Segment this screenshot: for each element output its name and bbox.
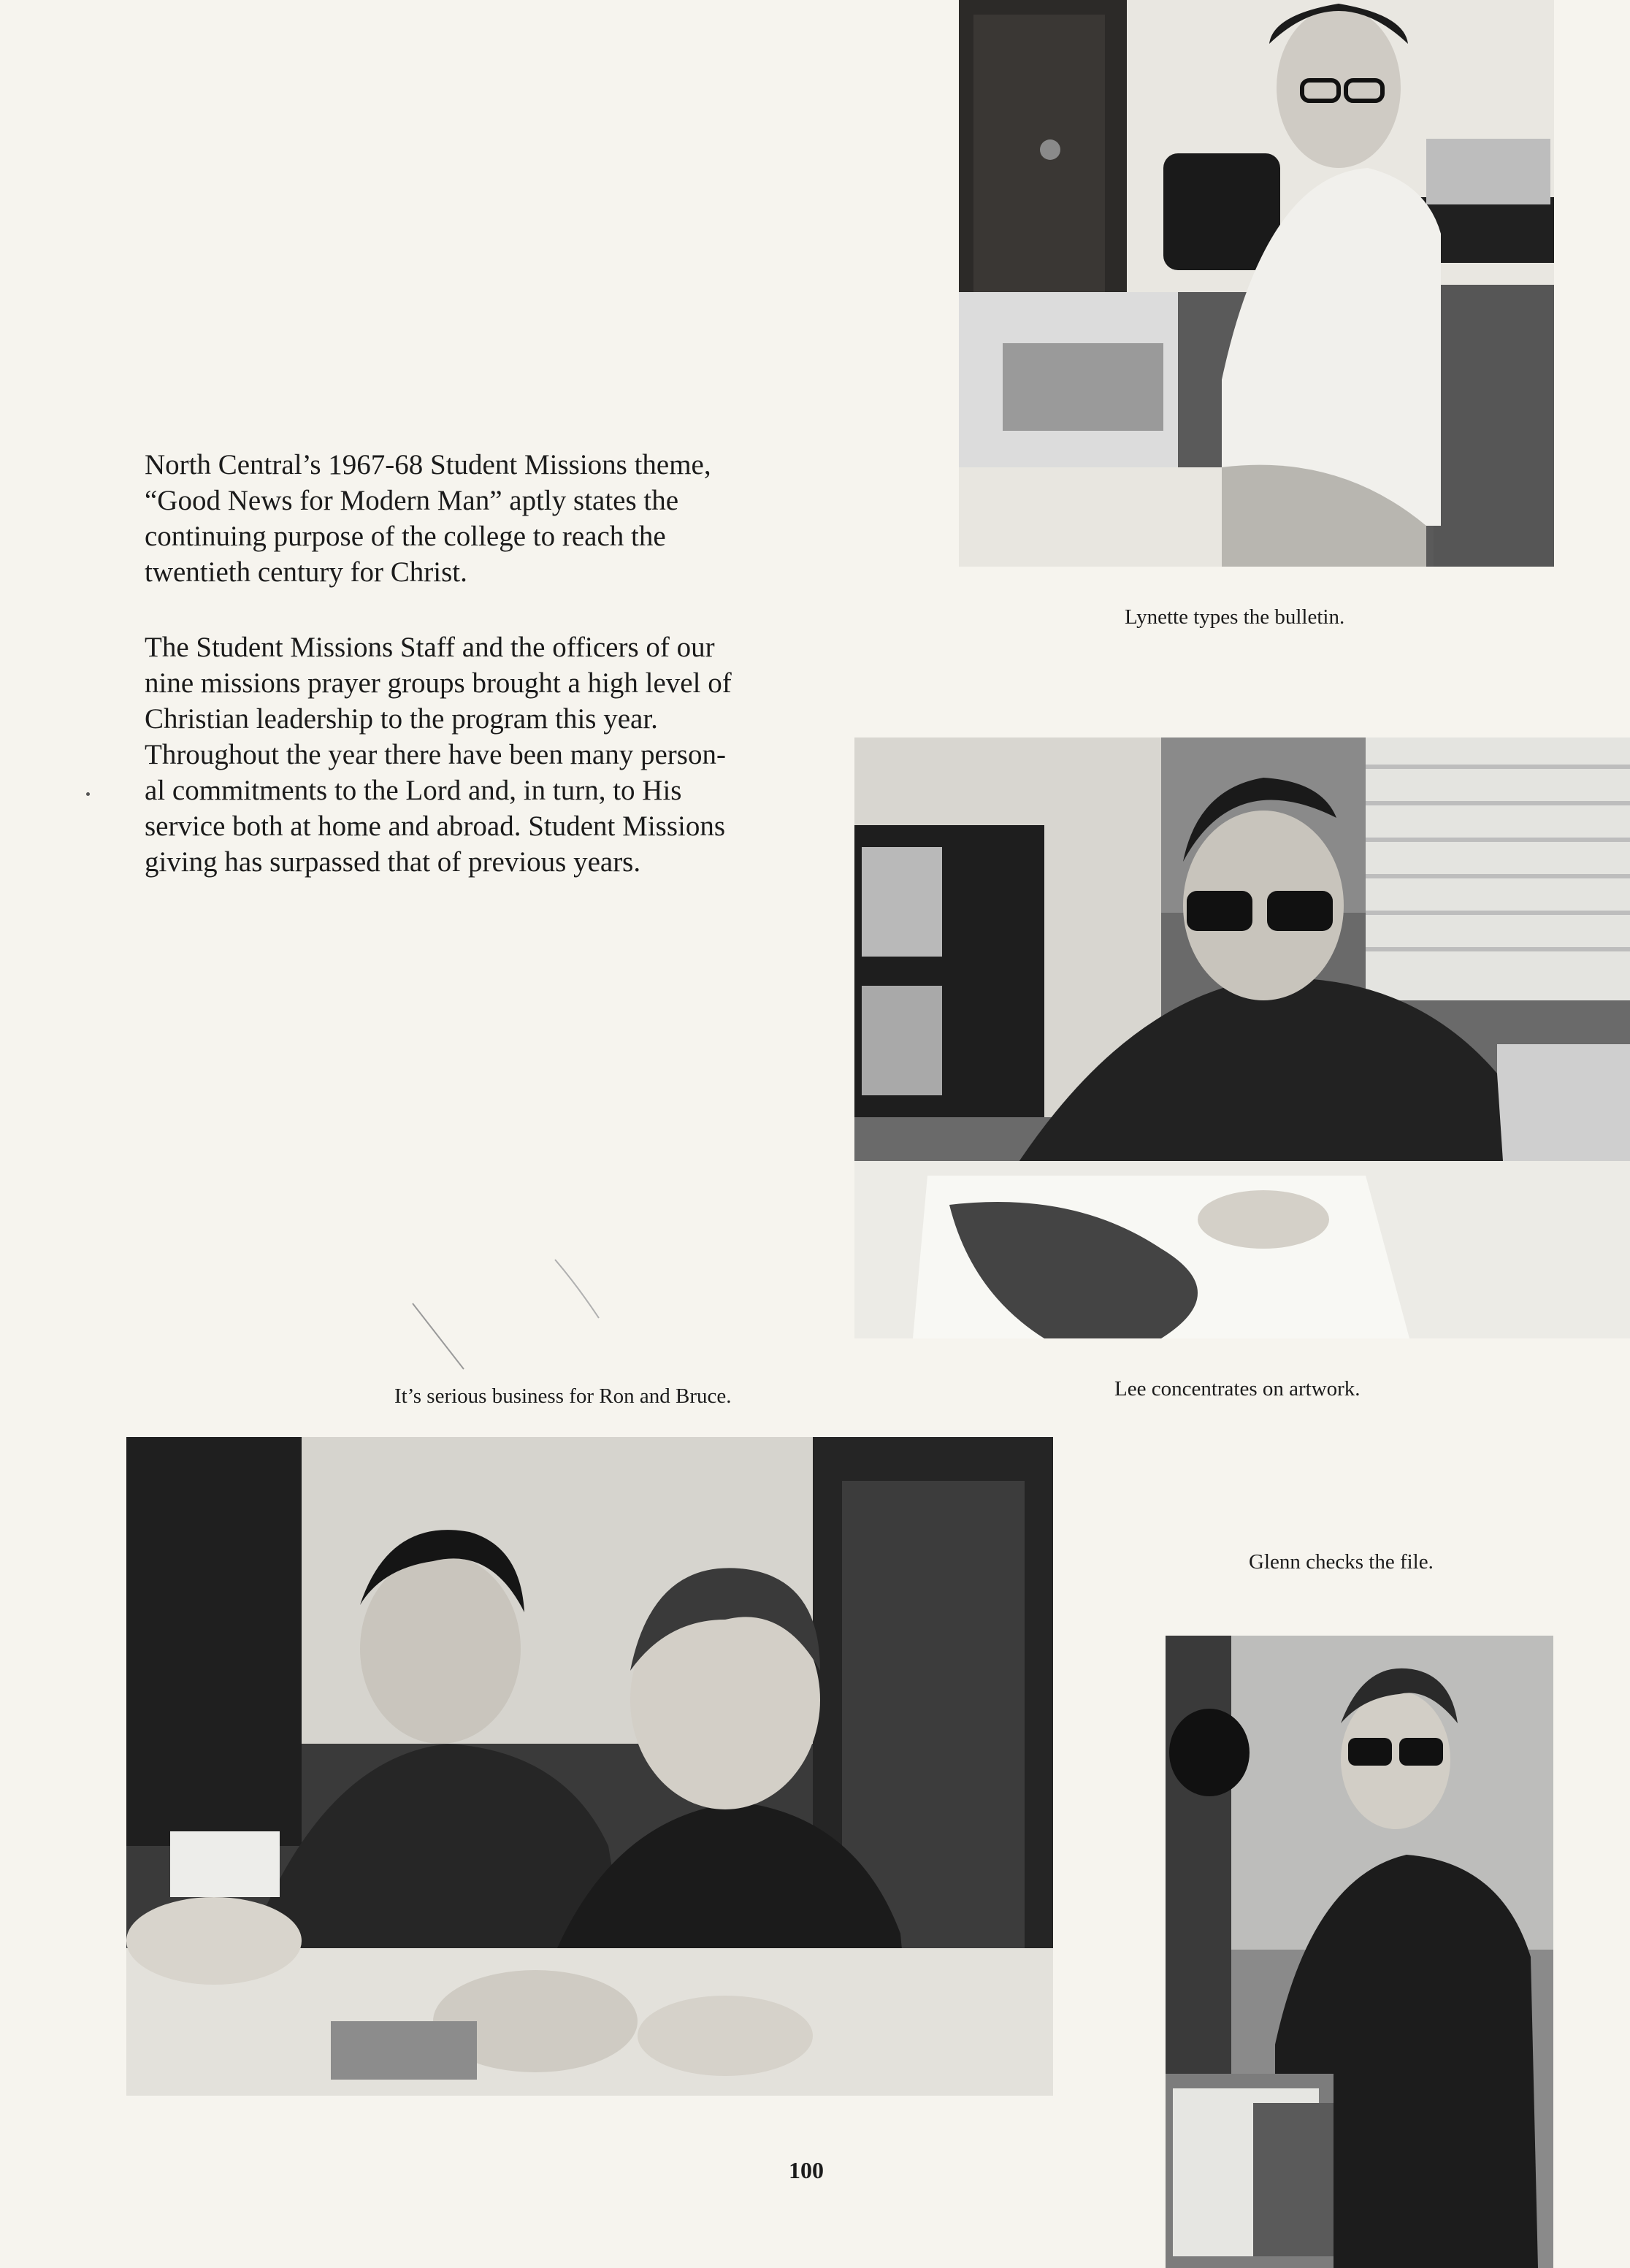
caption-pair: It’s serious business for Ron and Bruce. xyxy=(394,1384,732,1408)
photo-typist xyxy=(959,0,1554,567)
print-speck xyxy=(86,792,90,796)
text-line: continuing purpose of the college to reach the xyxy=(145,521,666,552)
photo-typist-image xyxy=(959,0,1554,567)
text-line: “Good News for Modern Man” aptly states the xyxy=(145,485,679,516)
page-number: 100 xyxy=(789,2157,824,2183)
intro-paragraph xyxy=(145,447,806,590)
photo-pair-image xyxy=(126,1437,1053,2096)
photo-file-image xyxy=(1166,1636,1553,2268)
text-line: The Student Missions Staff and the officers of our xyxy=(145,632,715,663)
photo-file xyxy=(1166,1636,1553,2268)
text-line: service both at home and abroad. Student Missions xyxy=(145,811,726,842)
print-smudge-2 xyxy=(551,1256,602,1322)
text-line: North Central’s 1967-68 Student Missions theme, xyxy=(145,449,711,480)
text-line: nine missions prayer groups brought a high level of xyxy=(145,667,732,699)
caption-typist: Lynette types the bulletin. xyxy=(1125,605,1345,629)
caption-file: Glenn checks the file. xyxy=(1249,1550,1434,1574)
photo-artist xyxy=(854,738,1630,1338)
photo-pair xyxy=(126,1437,1053,2096)
text-line: Christian leadership to the program this year. xyxy=(145,703,658,735)
print-smudge xyxy=(409,1300,467,1373)
text-line: al commitments to the Lord and, in turn, to His xyxy=(145,775,682,806)
caption-artist: Lee concentrates on artwork. xyxy=(1114,1377,1361,1401)
missions-paragraph xyxy=(145,629,806,880)
text-line: giving has surpassed that of previous years. xyxy=(145,846,641,878)
text-line: Throughout the year there have been many person- xyxy=(145,739,726,770)
photo-artist-image xyxy=(854,738,1630,1338)
text-line: twentieth century for Christ. xyxy=(145,556,467,588)
